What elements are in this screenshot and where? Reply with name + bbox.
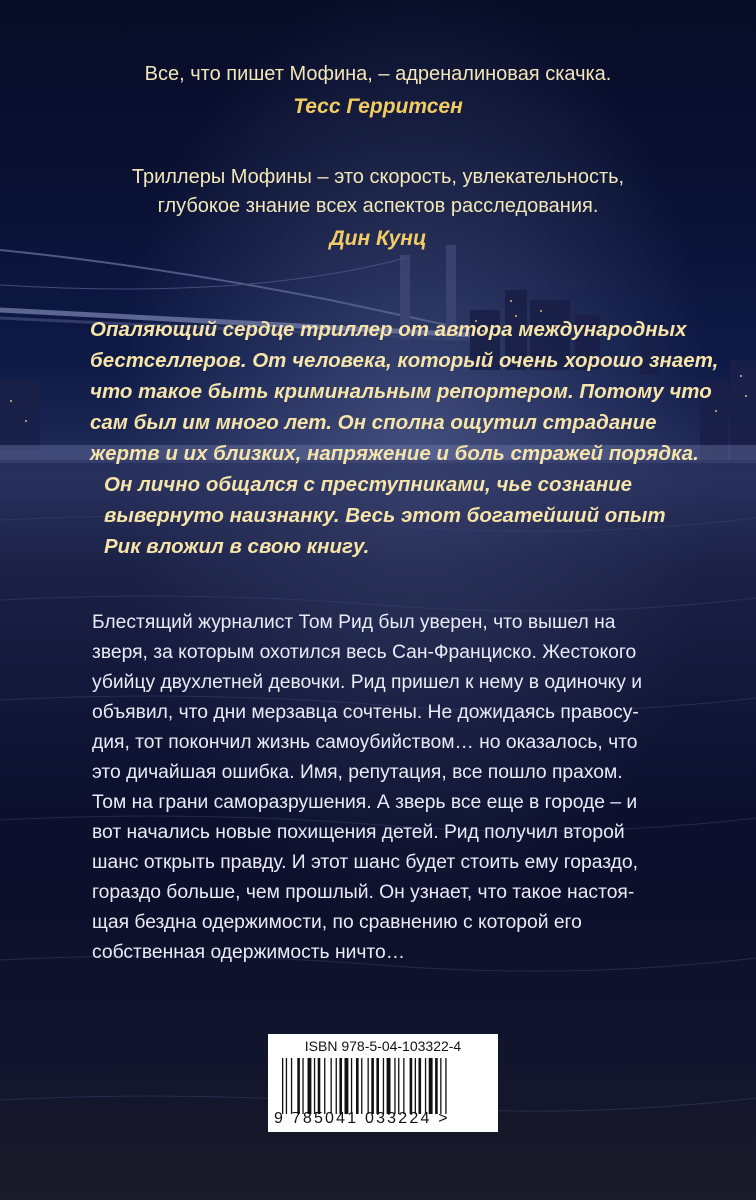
barcode-bar: [302, 1058, 303, 1114]
description-line: вот начались новые похищения детей. Рид получил второй: [92, 822, 625, 843]
description-line: Том на грани саморазрушения. А зверь все еще в городе – и: [92, 792, 638, 813]
blurb-line: Опаляющий сердце триллер от автора международных: [90, 318, 687, 341]
barcode-bar: [383, 1058, 384, 1114]
barcode-bar: [286, 1058, 287, 1114]
barcode-bar: [297, 1058, 300, 1114]
description-line: собственная одержимость ничто…: [92, 942, 406, 963]
barcode-bar: [314, 1058, 315, 1114]
quote-text: Все, что пишет Мофина, – адреналиновая скачка.: [144, 63, 612, 85]
barcode-bar: [371, 1058, 374, 1114]
description-line: щая бездна одержимости, по сравнению с которой его: [92, 912, 582, 933]
description-line: это дичайшая ошибка. Имя, репутация, все пошло прахом.: [92, 762, 623, 783]
blurb-line: Он лично общался с преступниками, чье сознание: [104, 473, 633, 496]
barcode-bar: [339, 1058, 342, 1114]
barcode-bar: [376, 1058, 379, 1114]
barcode-bar: [435, 1058, 438, 1114]
barcode-bar: [415, 1058, 416, 1114]
quote-1: [0, 60, 756, 119]
barcode-bar: [282, 1058, 283, 1114]
barcode-bar: [361, 1058, 362, 1114]
barcode-bar: [336, 1058, 337, 1114]
description-line: убийцу двухлетней девочки. Рид пришел к нему в одиночку и: [92, 672, 643, 693]
barcode-bar: [403, 1058, 404, 1114]
blurb-line: сам был им много лет. Он сполна ощутил страдание: [90, 411, 657, 434]
barcode-bar: [318, 1058, 321, 1114]
barcode-bar: [368, 1058, 369, 1114]
barcode-bar: [398, 1058, 399, 1114]
quote-text-line: глубокое знание всех аспектов расследования.: [157, 195, 599, 217]
barcode-bar: [345, 1058, 349, 1114]
barcode-bar: [351, 1058, 352, 1114]
isbn-label: ISBN 978-5-04-103322-4: [304, 1038, 462, 1054]
quote-author: Тесс Герритсен: [293, 95, 463, 118]
barcode-bar: [394, 1058, 395, 1114]
barcode-bar: [387, 1058, 391, 1114]
barcode-bar: [445, 1058, 446, 1114]
description-line: Блестящий журналист Том Рид был уверен, что вышел на: [92, 612, 616, 633]
quote-2: [0, 163, 756, 251]
barcode-bar: [425, 1058, 426, 1114]
barcode-bar: [291, 1058, 292, 1114]
blurb-line: жертв и их близких, напряжение и боль стражей порядка.: [90, 442, 699, 465]
barcode-bar: [331, 1058, 332, 1114]
blurb-line: что такое быть криминальным репортером. Потому что: [90, 380, 712, 403]
barcode-bar: [429, 1058, 433, 1114]
description-line: дия, тот покончил жизнь самоубийством… но оказалось, что: [92, 732, 638, 753]
barcode-bars: [282, 1058, 486, 1114]
barcode-bar: [356, 1058, 359, 1114]
description-line: шанс открыть правду. И этот шанс будет стоить ему гораздо,: [92, 852, 639, 873]
blurb-line: Рик вложил в свою книгу.: [104, 535, 370, 558]
barcode-bar: [324, 1058, 325, 1114]
isbn-barcode: [268, 1034, 498, 1132]
barcode-bar: [419, 1058, 422, 1114]
blurb-line: вывернуто наизнанку. Весь этот богатейший опыт: [104, 504, 666, 527]
barcode-bar: [440, 1058, 441, 1114]
barcode-bar: [308, 1058, 312, 1114]
description-line: зверя, за которым охотился весь Сан-Франциско. Жестокого: [92, 642, 637, 663]
barcode-digits: 9 785041 033224 >: [274, 1110, 450, 1127]
quote-author: Дин Кунц: [329, 227, 427, 250]
description-line: гораздо больше, чем прошлый. Он узнает, что такое настоя-: [92, 882, 635, 903]
barcode-bar: [410, 1058, 413, 1114]
description-line: объявил, что дни мерзавца сочтены. Не дожидаясь правосу-: [92, 702, 639, 723]
blurb-line: бестселлеров. От человека, который очень хорошо знает,: [90, 349, 719, 372]
quote-text-line: Триллеры Мофины – это скорость, увлекательность,: [131, 166, 625, 188]
